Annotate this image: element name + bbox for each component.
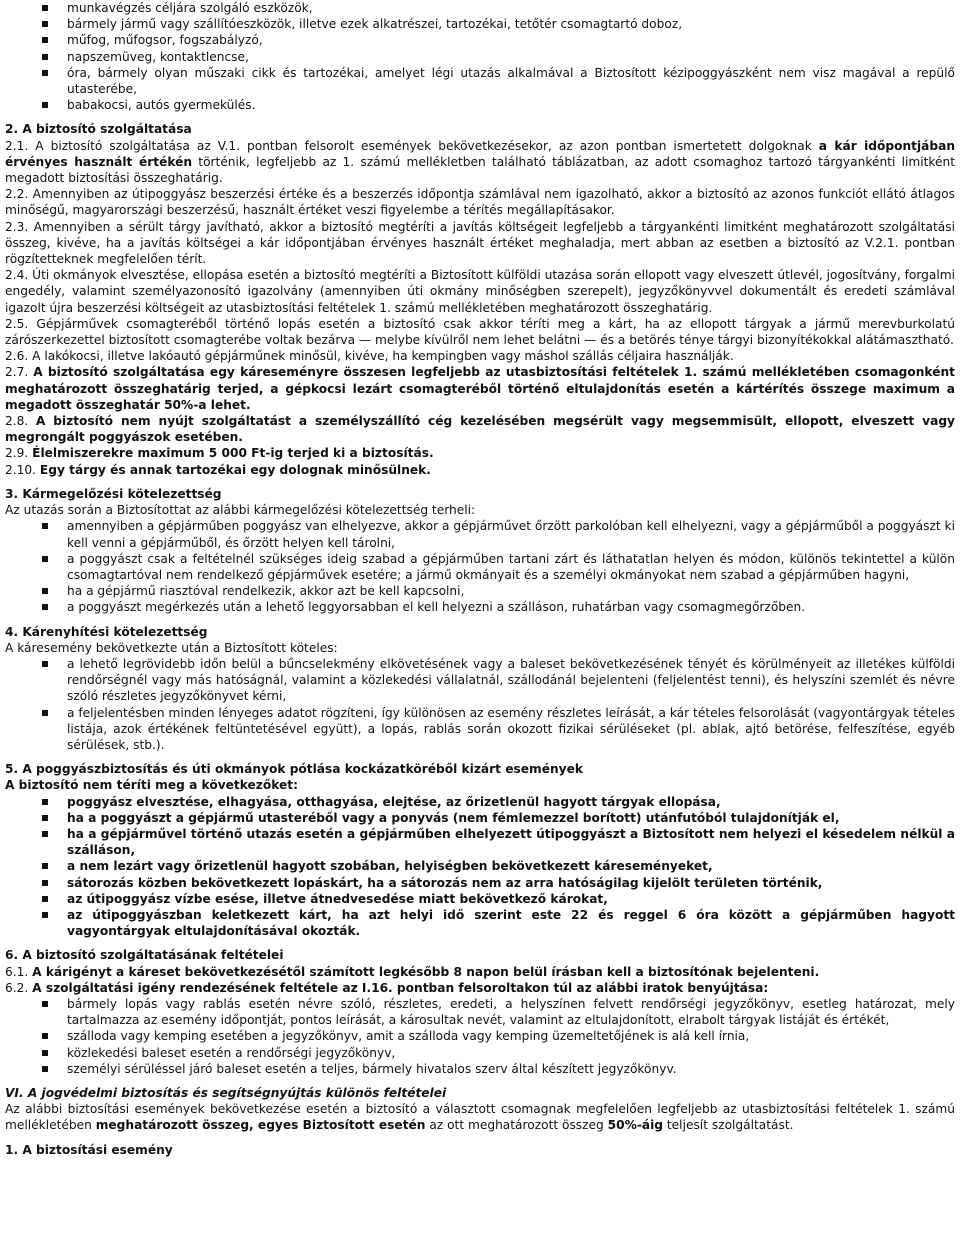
list-item: óra, bármely olyan műszaki cikk és tartozékai, amelyet légi utazás alkalmával a Biztosított kézipoggyászként nem visz magával a repülő utasterébe, [67, 65, 955, 97]
list-item: műfog, műfogsor, fogszabályzó, [67, 32, 955, 48]
chapter-vi-heading: VI. A jogvédelmi biztosítás és segítségnyújtás különös feltételei [5, 1086, 447, 1100]
section-4-heading: 4. Kárenyhítési kötelezettség [5, 624, 208, 639]
paragraph-2-4: 2.4. Úti okmányok elvesztése, ellopása esetén a biztosító megtéríti a Biztosított külföldi utazása során ellopott vagy elveszett útlevél, jogosítvány, forgalmi engedély, valamint személyazonosító igazolvány (amennyiben úti okmány minőségben szerepelt), jegyzőkönyvvel dokumentált és eredeti számlával igazolt újra beszerzési költségeit az utasbiztosítási feltételek 1. számú mellékletében meghatározott összeghatárig. [5, 268, 955, 315]
list-item: munkavégzés céljára szolgáló eszközök, [67, 0, 955, 16]
list-item: szálloda vagy kemping esetében a jegyzőkönyv, amit a szálloda vagy kemping üzemeltetőjének is alá kell írnia, [67, 1028, 955, 1044]
list-item: az útipoggyászban keletkezett kárt, ha azt helyi idő szerint este 22 és reggel 6 óra között a gépjárműben hagyott vagyontárgyak eltulajdonításával okozták. [67, 907, 955, 939]
chapter-vi-subheading: 1. A biztosítási esemény [5, 1142, 173, 1157]
list-item: a feljelentésben minden lényeges adatot rögzíteni, így különösen az esemény részletes leírását, a kár tételes felsorolását (vagyontárgyak tételes listája, azok értékének feltüntetésével együtt), a lopás, rablás során okozott fizikai sérüléseket (pl. ablak, ajtó betörése, felfeszítése, egyéb sérülések, stb.). [67, 705, 955, 752]
list-item: ha a gépjármű riasztóval rendelkezik, akkor azt be kell kapcsolni, [67, 583, 955, 599]
list-item: az útipoggyász vízbe esése, illetve átnedvesedése miatt bekövetkező károkat, [67, 891, 955, 907]
paragraph-6-1: 6.1. A kárigényt a káreset bekövetkezésétől számított legkésőbb 8 napon belül írásban kell a biztosítónak bejelenteni. [5, 964, 820, 979]
section-4-list [5, 656, 955, 753]
section-3-heading: 3. Kármegelőzési kötelezettség [5, 486, 222, 501]
list-item: a poggyászt megérkezés után a lehető leggyorsabban el kell helyezni a szálláson, ruhatárban vagy csomagmegőrzőben. [67, 599, 955, 615]
section-3-intro: Az utazás során a Biztosítottat az alábbi kármegelőzési kötelezettség terheli: [5, 503, 476, 518]
section-3-list [5, 518, 955, 615]
chapter-vi-intro: Az alábbi biztosítási események bekövetkezése esetén a biztosító a választott csomagnak megfelelően legfeljebb az utasbiztosítási feltételek 1. számú mellékletében meghatározott összeg, egyes Biztosított esetén az ott meghatározott összeg 50%-áig teljesít szolgáltatást. [5, 1102, 955, 1133]
list-item: a lehető legrövidebb időn belül a bűncselekmény elkövetésének vagy a baleset bekövetkezésének tényét és körülményeit az illetékes külföldi rendőrségnél vagy más hatóságnál, valamint a közlekedési vállalatnál, szállodánál bejelenteni (feljelentést tenni), és helyszíni szemlét és névre szóló részletes jegyzőkönyvet kérni, [67, 656, 955, 704]
paragraph-2-8: 2.8. A biztosító nem nyújt szolgáltatást a személyszállító cég kezelésében megsérült vagy megsemmisült, ellopott, elveszett vagy megrongált poggyászok esetében. [5, 414, 955, 445]
list-item: a nem lezárt vagy őrizetlenül hagyott szobában, helyiségben bekövetkezett káreseményeket, [67, 858, 955, 874]
paragraph-2-5: 2.5. Gépjárművek csomagteréből történő lopás esetén a biztosító csak akkor téríti meg a kárt, ha az ellopott tárgyak a jármű merevburkolatú zárószerkezettel biztosított csomagterébe voltak bezárva — melybe kívülről nem lehet belátni — és a betörés ténye tárgyi bizonyítékokkal alátámasztható. [5, 316, 955, 348]
list-item: ha a poggyászt a gépjármű utasteréből vagy a ponyvás (nem fémlemezzel borított) utánfutóból tulajdonítják el, [67, 810, 955, 826]
section-5-heading: 5. A poggyászbiztosítás és úti okmányok pótlása kockázatköréből kizárt események [5, 762, 583, 777]
list-item: ha a gépjárművel történő utazás esetén a gépjárműben elhelyezett útipoggyászt a Biztosított nem helyezi el késedelem nélkül a szálláson, [67, 826, 955, 858]
section-5-intro: A biztosító nem téríti meg a következőket: [5, 778, 298, 793]
list-item: közlekedési baleset esetén a rendőrségi jegyzőkönyv, [67, 1045, 955, 1061]
list-item: poggyász elvesztése, elhagyása, otthagyása, elejtése, az őrizetlenül hagyott tárgyak ellopása, [67, 794, 955, 810]
paragraph-2-3: 2.3. Amennyiben a sérült tárgy javítható, akkor a biztosító megtéríti a javítás költségeit legfeljebb a tárgyankénti limitként meghatározott szolgáltatási összeg, kivéve, ha a javítás költségei a kár időpontjában érvényes használt értéket meghaladja, mert abban az esetben a biztosító az V.2.1. pontban rögzítetteknek megfelelően térít. [5, 219, 955, 267]
policy-document [5, 0, 955, 1158]
section-4-intro: A káresemény bekövetkezte után a Biztosított köteles: [5, 640, 338, 655]
paragraph-2-6: 2.6. A lakókocsi, illetve lakóautó gépjárműnek minősül, kivéve, ha kempingben vagy máshol szállás céljaira használják. [5, 349, 734, 364]
paragraph-2-2: 2.2. Amennyiben az útipoggyász beszerzési értéke és a beszerzés időpontja számlával nem igazolható, akkor a biztosító az azonos funkciót ellátó átlagos minőségű, magyarországi beszerzésű, használt értéket veszi figyelembe a térítés megállapításakor. [5, 187, 955, 218]
list-item: amennyiben a gépjárműben poggyász van elhelyezve, akkor a gépjárművet őrzött parkolóban kell elhelyezni, vagy a gépjárműből a poggyászt ki kell venni a gépjárműből, és őrzött helyen kell tárolni, [67, 519, 955, 550]
list-item: babakocsi, autós gyermekülés. [67, 97, 955, 113]
section-6-list [5, 996, 955, 1077]
list-item: sátorozás közben bekövetkezett lopáskárt, ha a sátorozás nem az arra hatóságilag kijelölt területen történik, [67, 875, 955, 891]
excluded-items-list [5, 0, 955, 113]
paragraph-2-10: 2.10. Egy tárgy és annak tartozékai egy dolognak minősülnek. [5, 462, 431, 477]
list-item: napszemüveg, kontaktlencse, [67, 49, 955, 65]
paragraph-2-7: 2.7. A biztosító szolgáltatása egy káreseményre összesen legfeljebb az utasbiztosítási feltételek 1. számú mellékletében csomagonként meghatározott összeghatárig terjed, a gépkocsi lezárt csomagteréből történő eltulajdonítás esetén a kártérítés összege maximum a megadott összeghatár 50%-a lehet. [5, 365, 955, 412]
list-item: személyi sérüléssel járó baleset esetén a teljes, bármely hivatalos szerv által készített jegyzőkönyv. [67, 1061, 955, 1077]
list-item: a poggyászt csak a feltételnél szükséges ideig szabad a gépjárműben tartani zárt és láthatatlan helyen és módon, különös tekintettel a külön csomagtartóval nem rendelkező gépjárművek esetére; a jármű okmányait és a személyi okmányokat nem szabad a gépjárműben hagyni, [67, 551, 955, 582]
list-item: bármely jármű vagy szállítóeszközök, illetve ezek alkatrészei, tartozékai, tetőtér csomagtartó doboz, [67, 16, 955, 32]
section-2-heading: 2. A biztosító szolgáltatása [5, 122, 192, 137]
paragraph-2-9: 2.9. Élelmiszerekre maximum 5 000 Ft-ig terjed ki a biztosítás. [5, 446, 434, 461]
list-item: bármely lopás vagy rablás esetén névre szóló, részletes, eredeti, a helyszínen felvett rendőrségi jegyzőkönyv, esetleg határozat, mely tartalmazza az esemény időpontját, pontos leírását, a károsultak nevét, valamint az eltulajdonított, elrabolt tárgyak listáját és értékét, [67, 996, 955, 1028]
paragraph-6-2: 6.2. A szolgáltatási igény rendezésének feltétele az I.16. pontban felsoroltakon túl az alábbi iratok benyújtása: [5, 980, 769, 995]
section-6-heading: 6. A biztosító szolgáltatásának feltételei [5, 948, 284, 963]
paragraph-2-1: 2.1. A biztosító szolgáltatása az V.1. pontban felsorolt események bekövetkezésekor, az azon pontban ismertetett dolgoknak a kár időpontjában érvényes használt értékén történik, legfeljebb az 1. számú mellékletben található táblázatban, az adott csomaghoz tartozó tárgyankénti limitként megadott biztosítási összeghatárig. [5, 138, 955, 186]
section-5-list [5, 794, 955, 940]
